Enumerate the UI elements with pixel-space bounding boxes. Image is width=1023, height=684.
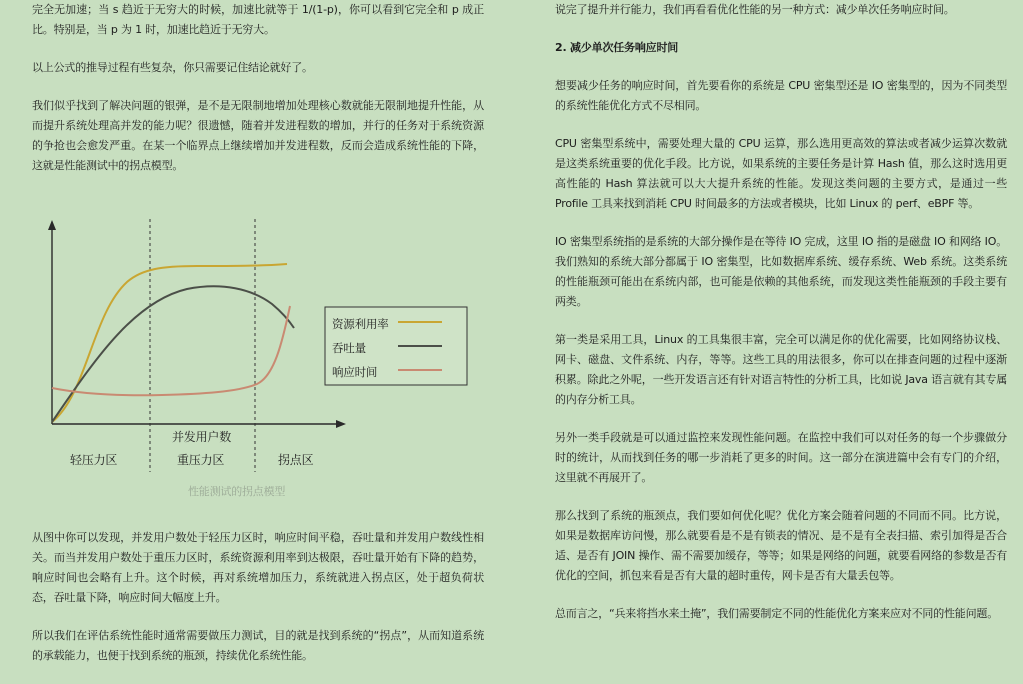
utilization-curve bbox=[52, 264, 287, 422]
section-heading: 2. 减少单次任务响应时间 bbox=[555, 41, 679, 54]
paragraph: 想要减少任务的响应时间，首先要看你的系统是 CPU 密集型还是 IO 密集型的，因为不同类型的系统性能优化方式不尽相同。 bbox=[555, 79, 1007, 112]
zone-label-heavy: 重压力区 bbox=[177, 453, 225, 467]
legend-label-response-time: 响应时间 bbox=[332, 365, 378, 379]
paragraph: 我们似乎找到了解决问题的银弹，是不是无限制地增加处理核心数就能无限制地提升性能，从而提升系统处理高并发的能力呢？很遗憾，随着并发进程数的增加，并行的任务对于系统资源的争抢也会愈发严重。在某一个临界点上继续增加并发进程数，反而会造成系统性能的下降，这就是性能测试中的拐点模型。 bbox=[32, 99, 484, 172]
paragraph: 以上公式的推导过程有些复杂，你只需要记住结论就好了。 bbox=[32, 61, 313, 74]
paragraph: 总而言之，“兵来将挡水来土掩”，我们需要制定不同的性能优化方案来应对不同的性能问题。 bbox=[555, 607, 998, 620]
zone-label-inflection: 拐点区 bbox=[278, 453, 314, 467]
right-column bbox=[555, 0, 1007, 642]
figure-caption: 性能测试的拐点模型 bbox=[188, 485, 286, 498]
paragraph: IO 密集型系统指的是系统的大部分操作是在等待 IO 完成，这里 IO 指的是磁盘 IO 和网络 IO。我们熟知的系统大部分都属于 IO 密集型，比如数据库系统、缓存系统、Web 系统。这类系统的性能瓶颈可能出在系统内部，也可能是依赖的其他系统，而发现这类性能瓶颈的手段主要有两类。 bbox=[555, 235, 1007, 308]
paragraph: 从图中你可以发现，并发用户数处于轻压力区时，响应时间平稳，吞吐量和并发用户数线性相关。而当并发用户数处于重压力区时，系统资源利用率到达极限，吞吐量开始有下降的趋势，响应时间也会略有上升。这个时候，再对系统增加压力，系统就进入拐点区，处于超负荷状态，吞吐量下降，响应时间大幅度上升。 bbox=[32, 531, 484, 604]
paragraph: 所以我们在评估系统性能时通常需要做压力测试，目的就是找到系统的“拐点”，从而知道系统的承载能力，也便于找到系统的瓶颈，持续优化系统性能。 bbox=[32, 629, 484, 662]
response-time-curve bbox=[52, 306, 290, 395]
zone-label-light: 轻压力区 bbox=[70, 453, 118, 467]
legend-label-throughput: 吞吐量 bbox=[332, 341, 366, 355]
paragraph: 说完了提升并行能力，我们再看看优化性能的另一种方式：减少单次任务响应时间。 bbox=[555, 3, 955, 16]
y-axis-arrow bbox=[48, 220, 56, 230]
paragraph: 第一类是采用工具，Linux 的工具集很丰富，完全可以满足你的优化需要，比如网络协议栈、网卡、磁盘、文件系统、内存，等等。这些工具的用法很多，你可以在排查问题的过程中逐渐积累。除此之外呢，一些开发语言还有针对语言特性的分析工具，比如说 Java 语言就有其专属的内存分析工具。 bbox=[555, 333, 1007, 406]
legend-label-utilization: 资源利用率 bbox=[332, 317, 389, 331]
left-column bbox=[32, 0, 484, 684]
paragraph: CPU 密集型系统中，需要处理大量的 CPU 运算，那么选用更高效的算法或者减少运算次数就是这类系统重要的优化手段。比方说，如果系统的主要任务是计算 Hash 值，那么这时选用更高性能的 Hash 算法就可以大大提升系统的性能。发现这类问题的主要方式，是通过一些 Profile 工具来找到消耗 CPU 时间最多的方法或者模块，比如 Linux 的 perf、eBPF 等。 bbox=[555, 137, 1007, 210]
paragraph: 完全无加速；当 s 趋近于无穷大的时候，加速比就等于 1/(1-p)，你可以看到它完全和 p 成正比。特别是，当 p 为 1 时，加速比趋近于无穷大。 bbox=[32, 3, 484, 36]
paragraph: 那么找到了系统的瓶颈点，我们要如何优化呢？优化方案会随着问题的不同而不同。比方说，如果是数据库访问慢，那么就要看是不是有锁表的情况、是不是有全表扫描、索引加得是否合适、是否有 JOIN 操作、需不需要加缓存，等等；如果是网络的问题，就要看网络的参数是否有优化的空间，抓包来看是否有大量的超时重传，网卡是否有大量丢包等。 bbox=[555, 509, 1007, 582]
inflection-point-figure bbox=[32, 194, 484, 514]
paragraph: 另外一类手段就是可以通过监控来发现性能问题。在监控中我们可以对任务的每一个步骤做分时的统计，从而找到任务的哪一步消耗了更多的时间。这一部分在演进篇中会有专门的介绍，这里就不再展开了。 bbox=[555, 431, 1007, 484]
x-axis-arrow bbox=[336, 420, 346, 428]
x-axis-label: 并发用户数 bbox=[172, 430, 232, 444]
